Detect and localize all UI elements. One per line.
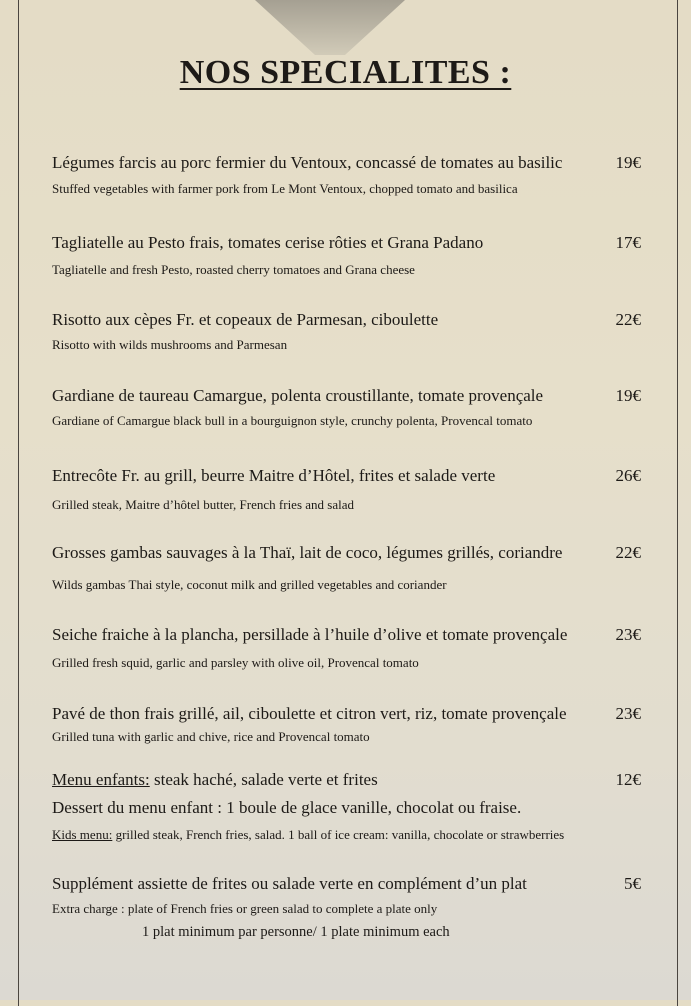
dish-description-en: Grilled steak, Maitre d’hôtel butter, French fries and salad xyxy=(52,497,354,512)
dish-description-en: Stuffed vegetables with farmer pork from Le Mont Ventoux, chopped tomato and basilica xyxy=(52,181,518,196)
dish-price: 22€ xyxy=(615,310,641,329)
kids-dessert: Dessert du menu enfant : 1 boule de glace vanille, chocolat ou fraise. xyxy=(52,798,522,817)
dish-price: 19€ xyxy=(615,386,641,405)
dish-price: 23€ xyxy=(615,704,641,723)
dish-name-fr: Tagliatelle au Pesto frais, tomates cerise rôties et Grana Padano xyxy=(52,233,484,252)
kids-price: 12€ xyxy=(615,770,641,789)
dish-name-fr: Grosses gambas sauvages à la Thaï, lait de coco, légumes grillés, coriandre xyxy=(52,543,563,562)
kids-label: Menu enfants: xyxy=(52,770,150,789)
dish-name-fr: Pavé de thon frais grillé, ail, ciboulette et citron vert, riz, tomate provençale xyxy=(52,704,567,723)
supplement-price: 5€ xyxy=(624,874,641,893)
dish-description-en: Tagliatelle and fresh Pesto, roasted cherry tomatoes and Grana cheese xyxy=(52,262,415,277)
kids-en-text: grilled steak, French fries, salad. 1 ball of ice cream: vanilla, chocolate or strawberries xyxy=(112,827,565,842)
kids-fr: steak haché, salade verte et frites xyxy=(149,770,378,789)
dish-price: 17€ xyxy=(615,233,641,252)
dish-price: 23€ xyxy=(615,625,641,644)
dish-price: 26€ xyxy=(615,466,641,485)
dish-name-fr: Entrecôte Fr. au grill, beurre Maitre d’Hôtel, frites et salade verte xyxy=(52,466,496,485)
dish-price: 19€ xyxy=(615,153,641,172)
dish-description-en: Risotto with wilds mushrooms and Parmesan xyxy=(52,337,288,352)
dish-name-fr: Gardiane de taureau Camargue, polenta croustillante, tomate provençale xyxy=(52,386,544,405)
supplement-fr: Supplément assiette de frites ou salade verte en complément d’un plat xyxy=(52,874,527,893)
page-title xyxy=(0,54,691,92)
minimum-note: 1 plat minimum par personne/ 1 plate minimum each xyxy=(142,924,450,940)
dish-price: 22€ xyxy=(615,543,641,562)
dish-name-fr: Seiche fraiche à la plancha, persillade à l’huile d’olive et tomate provençale xyxy=(52,625,568,644)
dish-description-en: Grilled tuna with garlic and chive, rice and Provencal tomato xyxy=(52,729,370,744)
kids-en xyxy=(52,827,564,843)
dish-description-en: Wilds gambas Thai style, coconut milk and grilled vegetables and coriander xyxy=(52,577,447,592)
dish-description-en: Grilled fresh squid, garlic and parsley with olive oil, Provencal tomato xyxy=(52,655,419,670)
dish-name-fr: Légumes farcis au porc fermier du Ventoux, concassé de tomates au basilic xyxy=(52,153,563,172)
dish-name-fr: Risotto aux cèpes Fr. et copeaux de Parmesan, ciboulette xyxy=(52,310,439,329)
dish-description-en: Gardiane of Camargue black bull in a bourguignon style, crunchy polenta, Provencal tomato xyxy=(52,413,533,428)
kids-en-label: Kids menu: xyxy=(52,827,113,842)
title-text: NOS SPECIALITES : xyxy=(179,54,512,91)
supplement-en: Extra charge : plate of French fries or green salad to complete a plate only xyxy=(52,901,438,916)
kids-menu xyxy=(52,770,378,790)
